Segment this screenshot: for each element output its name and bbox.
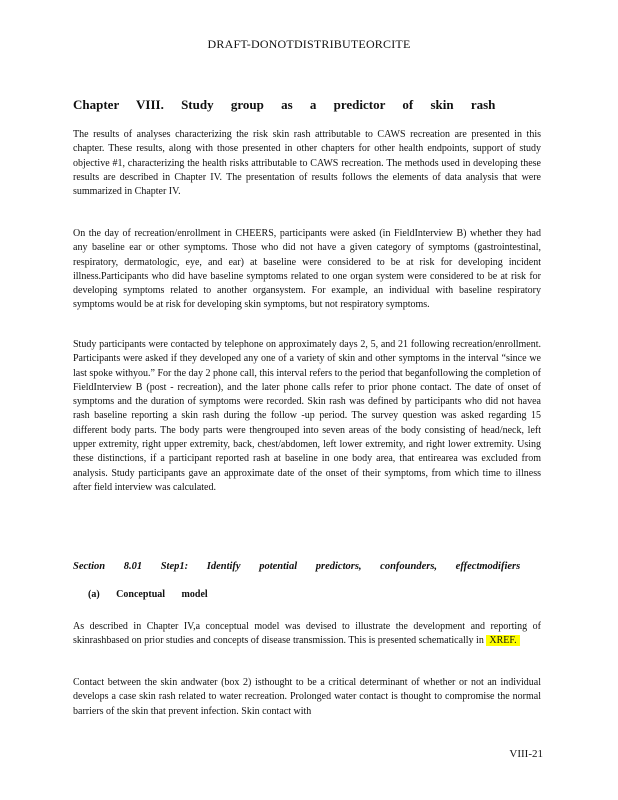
section-heading: Section 8.01 Step1: Identify potential predictors, confounders, effectmodifiers bbox=[73, 561, 521, 572]
chapter-title: Chapter VIII. Study group as a predictor of skin rash bbox=[73, 97, 496, 112]
paragraph-intro: The results of analyses characterizing the risk skin rash attributable to CAWS recreation are presented in this chapter. These results, along with those presented in other chapters for other health endpoints, support of study objective #1, characterizing the health risks attributable to CAWS recreation. The methods used in developing these results are described in Chapter IV. The presentation of results follows the elements of data analysis that were summarized in Chapter IV. bbox=[73, 129, 541, 198]
paragraph-skin-contact: Contact between the skin andwater (box 2) isthought to be a critical determinant of whether or not an individual develops a case skin rash related to water recreation. Prolonged water contact is thought to compromise the normal barriers of the skin that prevent infection. Skin contact with bbox=[73, 677, 541, 717]
paragraph-baseline: On the day of recreation/enrollment in CHEERS, participants were asked (in FieldInterview B) whether they had any baseline ear or other symptoms. Those who did not have a given category of symptoms (gastrointestinal, respiratory, dermatologic, eye, and ear) at baseline were considered to be at risk for developing incident illness.Participants who did have baseline symptoms related to one organ system were considered to be at risk for developing symptoms related to another organsystem. For example, an individual with baseline respiratory symptoms would be at risk for developing skin symptoms, but not respiratory symptoms. bbox=[73, 228, 541, 311]
draft-header: DRAFT-DONOTDISTRIBUTEORCITE bbox=[207, 37, 411, 51]
paragraph-followup: Study participants were contacted by telephone on approximately days 2, 5, and 21 following recreation/enrollment. Participants were asked if they developed any one of a variety of skin and other symptoms in the interval “since we last spoke withyou.” For the day 2 phone call, this interval refers to the period that beganfollowing the completion of FieldInterview B (post - recreation), and the later phone calls refer to prior phone contact. The date of onset of symptoms and the duration of symptoms were recorded. Skin rash was defined by participants who did not havea rash baseline reporting a skin rash during the follow -up period. The survey question was asked regarding 15 different body parts. The body parts were thengrouped into seven areas of the body consisting of head/neck, left upper extremity, right upper extremity, back, chest/abdomen, left lower extremity, and right lower extremity. Using these distinctions, if a participant reported rash at baseline in one body area, that entirearea was excluded from analysis. Study participants gave an approximate date of the onset of their symptoms, from which time to illness after field interview was calculated. bbox=[73, 339, 541, 493]
paragraph-conceptual-model bbox=[73, 620, 541, 649]
page-number: VIII-21 bbox=[509, 748, 543, 760]
paragraph-conceptual-model-text: As described in Chapter IV,a conceptual model was devised to illustrate the development and reporting of skinrashbased on prior studies and concepts of disease transmission. This is presented schematically in bbox=[73, 621, 541, 647]
xref-highlight: XREF. bbox=[486, 635, 519, 646]
subsection-heading: (a) Conceptual model bbox=[88, 589, 208, 600]
